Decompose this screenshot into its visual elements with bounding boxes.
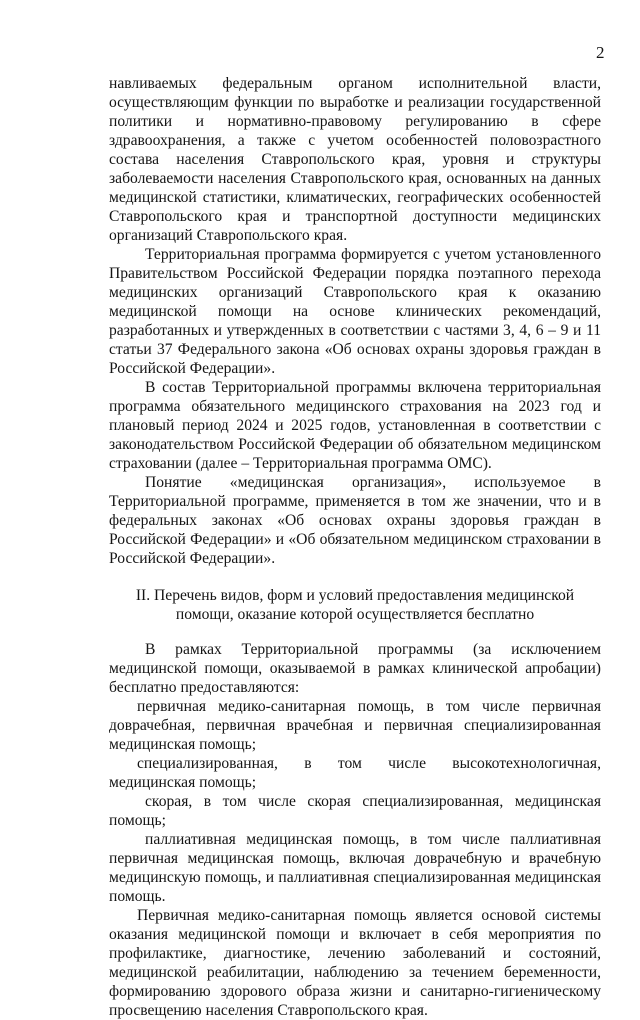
section-heading: II. Перечень видов, форм и условий предоставления медицинской помощи, оказание которой осуществляется бесплатно — [135, 587, 575, 623]
list-item-specialized-care: специализированная, в том числе высокотехнологичная, медицинская помощь; — [109, 755, 601, 791]
paragraph-primary-care-basis: Первичная медико-санитарная помощь является основой системы оказания медицинской помощи и включает в себя мероприятия по профилактике, диагностике, лечению заболеваний и состояний, медицинской реабилитации, наблюдению за течением беременности, формированию здорового образа жизни и санитарно-гигиеническому просвещению населения Ставропольского края. — [109, 907, 601, 1019]
paragraph-continuation: навливаемых федеральным органом исполнительной власти, осуществляющим функции по выработке и реализации государственной политики и нормативно-правовому регулированию в сфере здравоохранения, а также с учетом особенностей половозрастного состава населения Ставропольского края, уровня и структуры заболеваемости населения Ставропольского края, основанных на данных медицинской статистики, климатических, географических особенностей Ставропольского края и транспортной доступности медицинских организаций Ставропольского края. — [109, 75, 601, 244]
paragraph-oms-program: В состав Территориальной программы включена территориальная программа обязательного медицинского страхования на 2023 год и плановый период 2024 и 2025 годов, установленная в соответствии с законодательством Российской Федерации об обязательном медицинском страховании (далее – Территориальная программа ОМС). — [109, 379, 601, 472]
list-item-emergency-care: скорая, в том числе скорая специализированная, медицинская помощь; — [109, 793, 601, 829]
paragraph-free-care-intro: В рамках Территориальной программы (за исключением медицинской помощи, оказываемой в рамках клинической апробации) бесплатно предоставляются: — [109, 641, 601, 696]
page-number: 2 — [596, 43, 605, 62]
document-body — [109, 74, 601, 1020]
paragraph-program-formation: Территориальная программа формируется с учетом установленного Правительством Российской Федерации порядка поэтапного перехода медицинских организаций Ставропольского края к оказанию медицинской помощи на основе клинических рекомендаций, разработанных и утвержденных в соответствии с частями 3, 4, 6 – 9 и 11 статьи 37 Федерального закона «Об основах охраны здоровья граждан в Российской Федерации». — [109, 246, 601, 377]
list-item-palliative-care: паллиативная медицинская помощь, в том числе паллиативная первичная медицинская помощь, включая доврачебную и врачебную медицинскую помощь, и паллиативная специализированная медицинская помощь. — [109, 831, 601, 905]
list-item-primary-care: первичная медико-санитарная помощь, в том числе первичная доврачебная, первичная врачебная и первичная специализированная медицинская помощь; — [109, 698, 601, 753]
paragraph-medical-organization: Понятие «медицинская организация», используемое в Территориальной программе, применяется в том же значении, что и в федеральных законах «Об основах охраны здоровья граждан в Российской Федерации» и «Об обязательном медицинском страховании в Российской Федерации». — [109, 474, 601, 567]
